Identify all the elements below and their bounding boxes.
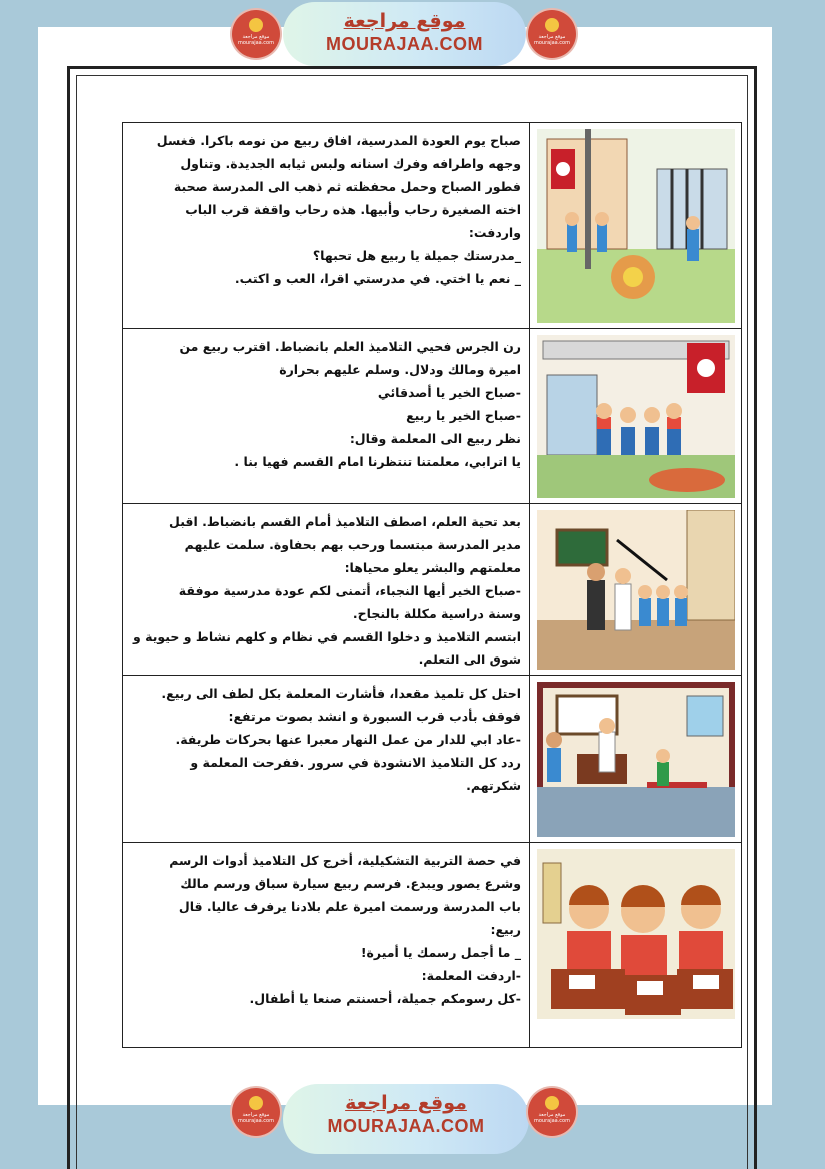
text-line: _ نعم يا اختي. في مدرستي اقرا، العب و اكتب.	[234, 271, 521, 286]
classroom-blackboard-icon	[531, 676, 741, 842]
badge-label: موقع مراجعة mourajaa.com	[237, 34, 274, 46]
site-banner-top	[0, 0, 825, 70]
text-line: رن الجرس فحيي التلاميذ العلم بانضباط. اقترب ربيع من	[179, 339, 521, 354]
text-line: وسنة دراسية مكللة بالنجاح.	[352, 606, 521, 621]
text-line: _ ما أجمل رسمك يا أميرة!	[360, 945, 521, 960]
text-line: فطور الصباح وحمل محفظته ثم ذهب الى المدرسة صحبة	[173, 179, 521, 194]
text-line: ردد كل التلاميذ الانشودة في سرور .ففرحت المعلمة و	[190, 755, 521, 770]
text-line: _مدرستك جميلة يا ربيع هل تحبها؟	[312, 248, 521, 263]
school-entrance-flag-icon	[531, 123, 741, 328]
text-line: شوق الى التعلم.	[418, 652, 521, 667]
logo-icon	[249, 1096, 263, 1110]
site-name-arabic: موقع مراجعة	[343, 10, 466, 32]
text-line: واردفت:	[468, 225, 521, 240]
text-line: وجهه واطرافه وفرك اسنانه ولبس ثيابه الجديدة. وتناول	[180, 156, 521, 171]
site-logo-badge-right[interactable]	[528, 1088, 576, 1136]
story-row	[123, 123, 741, 329]
story-text-cell	[123, 843, 530, 1047]
text-line: -كل رسومكم جميلة، أحسنتم صنعا يا أطفال.	[249, 991, 521, 1006]
text-line: ربيع:	[490, 922, 521, 937]
logo-icon	[545, 1096, 559, 1110]
text-line: -عاد ابي للدار من عمل النهار معبرا عنها بحركات طريفة.	[175, 732, 521, 747]
story-text-cell	[123, 676, 530, 842]
text-line: بعد تحية العلم، اصطف التلاميذ أمام القسم بانضباط. اقبل	[169, 514, 521, 529]
story-text-cell	[123, 329, 530, 503]
text-line: احتل كل تلميذ مقعدا، فأشارت المعلمة بكل لطف الى ربيع.	[161, 686, 521, 701]
text-line: شكرتهم.	[466, 778, 521, 793]
text-line: وشرع يصور ويبدع. فرسم ربيع سيارة سباق ورسم مالك	[180, 876, 521, 891]
story-table	[122, 122, 742, 1048]
story-row	[123, 843, 741, 1047]
story-text-cell	[123, 504, 530, 675]
school-bell-greeting-icon	[531, 329, 741, 503]
text-line: فوقف بأدب قرب السبورة و انشد بصوت مرتفع:	[228, 709, 521, 724]
text-line: ابتسم التلاميذ و دخلوا القسم في نظام و كلهم نشاط و حيوية و	[133, 629, 521, 644]
site-link-pill[interactable]	[283, 2, 526, 66]
story-row	[123, 504, 741, 676]
site-banner-bottom	[0, 1082, 825, 1152]
classroom-line-up-icon	[531, 504, 741, 675]
text-line: -صباح الخير أيها النجباء، أتمنى لكم عودة مدرسية موفقة	[178, 583, 521, 598]
text-line: في حصة التربية التشكيلية، أخرج كل التلاميذ أدوات الرسم	[169, 853, 521, 868]
text-line: اخته الصغيرة رحاب وأبيها. هذه رحاب واقفة قرب الباب	[185, 202, 521, 217]
site-logo-badge-left[interactable]	[232, 1088, 280, 1136]
logo-icon	[249, 18, 263, 32]
badge-label: موقع مراجعة mourajaa.com	[533, 34, 570, 46]
text-line: يا اترابي، معلمتنا تنتظرنا امام القسم فهيا بنا .	[234, 454, 521, 469]
site-name-arabic: موقع مراجعة	[345, 1092, 467, 1114]
text-line: مدير المدرسة مبتسما ورحب بهم بحفاوة. سلمت عليهم	[184, 537, 521, 552]
text-line: باب المدرسة ورسمت اميرة علم بلادنا يرفرف عاليا. قال	[178, 899, 521, 914]
text-line: صباح يوم العودة المدرسية، افاق ربيع من نومه باكرا. فغسل	[156, 133, 521, 148]
text-line: -اردفت المعلمة:	[421, 968, 521, 983]
text-line: معلمتهم والبشر يعلو محياها:	[344, 560, 521, 575]
site-domain: MOURAJAA.COM	[327, 1116, 485, 1136]
site-logo-badge-left[interactable]	[232, 10, 280, 58]
badge-label: موقع مراجعة mourajaa.com	[533, 1112, 570, 1124]
text-line: -صباح الخير يا أصدقائي	[377, 385, 521, 400]
drawing-lesson-icon	[531, 843, 741, 1047]
logo-icon	[545, 18, 559, 32]
text-line: نظر ربيع الى المعلمة وقال:	[349, 431, 521, 446]
badge-label: موقع مراجعة mourajaa.com	[237, 1112, 274, 1124]
story-text-cell	[123, 123, 530, 328]
text-line: اميرة ومالك ودلال. وسلم عليهم بحرارة	[279, 362, 521, 377]
text-line: -صباح الخير يا ربيع	[406, 408, 521, 423]
story-row	[123, 676, 741, 843]
site-logo-badge-right[interactable]	[528, 10, 576, 58]
site-link-pill[interactable]	[283, 1084, 529, 1154]
site-domain: MOURAJAA.COM	[326, 34, 483, 54]
story-row	[123, 329, 741, 504]
